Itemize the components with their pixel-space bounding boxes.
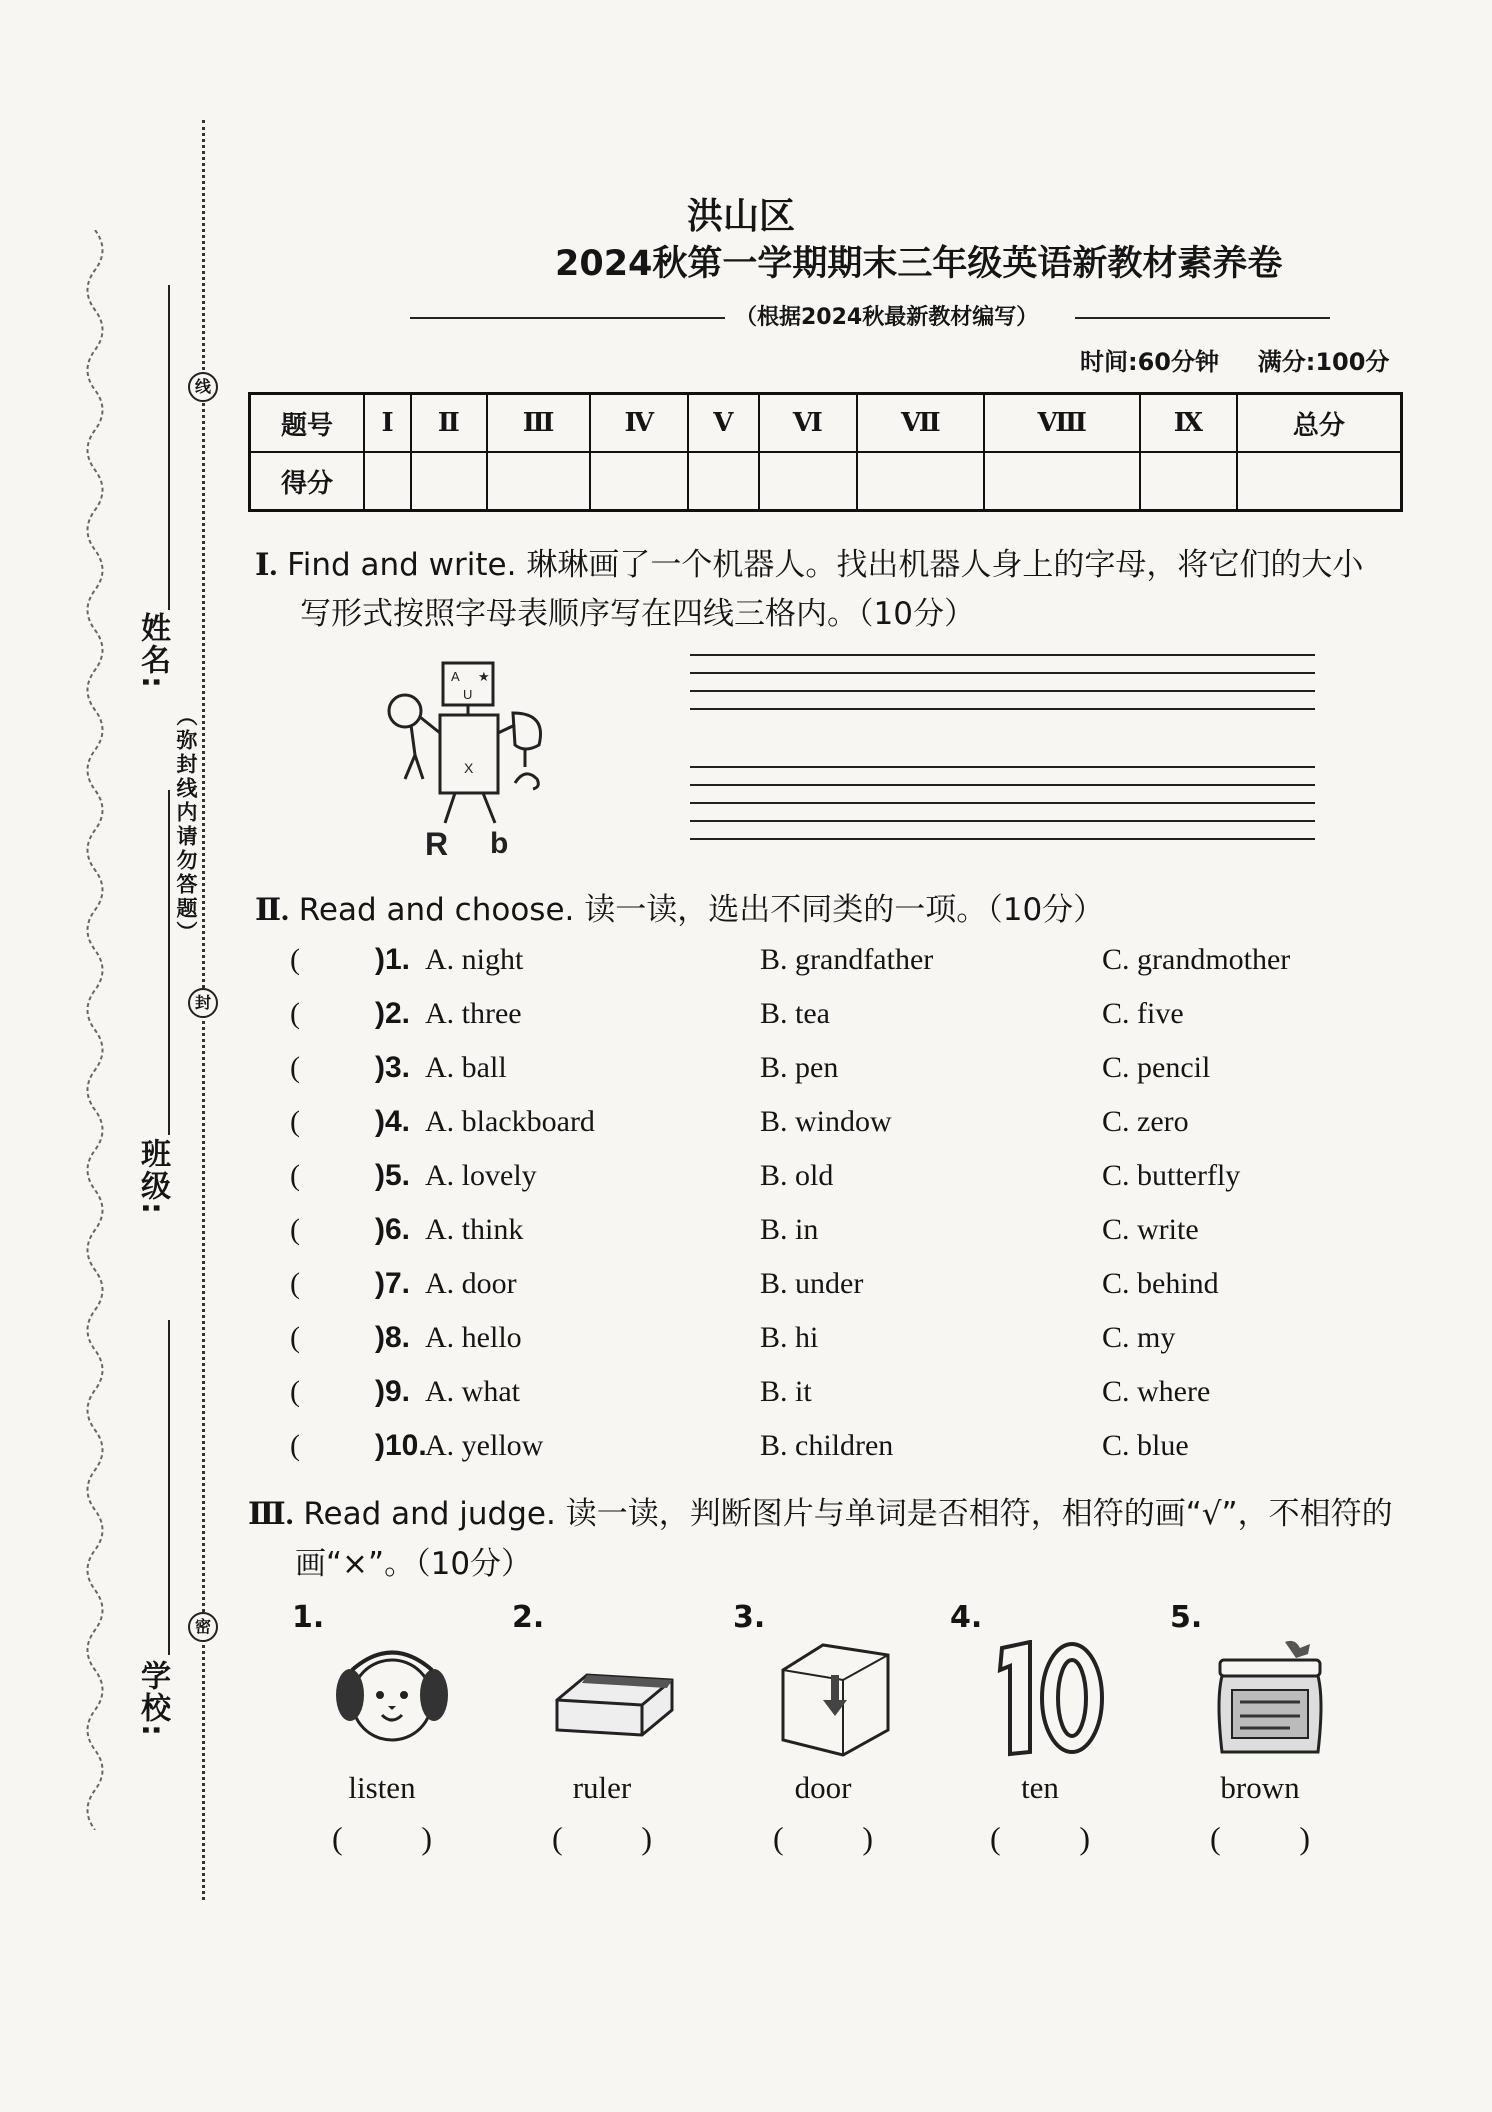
question-number: )5. [375,1159,411,1192]
question-row [290,1321,1390,1371]
option-a: A. blackboard [425,1105,595,1138]
score-table [248,392,1403,512]
robot-letter-b: b [490,827,509,860]
question-row [290,1267,1390,1317]
option-c: C. write [1102,1213,1199,1246]
section1-numeral: Ⅰ. [255,547,278,582]
col-3: Ⅲ [487,394,591,453]
score-cell[interactable] [857,452,984,511]
school-line[interactable] [168,1320,170,1655]
answer-blank[interactable]: ( [290,1375,300,1408]
answer-blank[interactable]: ( [290,1105,300,1138]
seal-mark-bottom: 密 [188,1612,218,1642]
total-label: 总分 [1237,394,1402,453]
robot-letter-x: X [464,760,474,776]
judge-answer-blank[interactable]: ( ) [552,1820,652,1856]
section3-heading [248,1490,1393,1538]
subtitle-row [410,296,1330,336]
option-a: A. ball [425,1051,507,1084]
item-word: door [794,1770,852,1805]
option-a: A. think [425,1213,524,1246]
option-c: C. behind [1102,1267,1219,1300]
option-b: B. old [760,1159,834,1192]
option-c: C. my [1102,1321,1176,1354]
option-a: A. hello [425,1321,522,1354]
item-number: 2. [512,1600,545,1635]
section2-heading-text: Read and choose. 读一读，选出不同类的一项。（10分） [298,892,1105,928]
option-b: B. window [760,1105,892,1138]
question-number: )8. [375,1321,411,1354]
judge-answer-blank[interactable]: ( ) [332,1820,432,1856]
question-row [290,1105,1390,1155]
time-info [1080,342,1389,377]
judge-item-3 [733,1600,913,1860]
jar-icon [1200,1640,1340,1760]
seal-note: （弥封线内请勿答题） [174,705,198,945]
district-title: 洪山区 [686,196,795,237]
question-row [290,1159,1390,1209]
question-number: )9. [375,1375,411,1408]
section1-heading [255,541,1363,589]
question-row [290,1429,1390,1479]
headphones-lion-icon [322,1640,462,1760]
option-a: A. three [425,997,522,1030]
question-number: )6. [375,1213,411,1246]
question-number: )7. [375,1267,411,1300]
robot-letter-r: R [425,826,449,862]
exam-title: 2024秋第一学期期末三年级英语新教材素养卷 [555,244,1283,284]
section1-line2: 写形式按照字母表顺序写在四线三格内。（10分） [300,596,975,632]
score-cell[interactable] [984,452,1140,511]
question-number: )4. [375,1105,411,1138]
robot-letter-a: A [451,669,460,684]
judge-answer-blank[interactable]: ( ) [773,1820,873,1856]
col-7: Ⅶ [857,394,984,453]
option-c: C. blue [1102,1429,1189,1462]
question-row [290,1375,1390,1425]
col-9: Ⅸ [1140,394,1237,453]
judge-item-4 [950,1600,1130,1860]
robot-letter-u: U [463,687,473,702]
section1-line1: Find and write. 琳琳画了一个机器人。找出机器人身上的字母，将它们的大小 [287,547,1364,583]
item-number: 5. [1170,1600,1203,1635]
question-number: )10. [375,1429,427,1462]
full-score: 满分:100分 [1257,348,1390,376]
answer-blank[interactable]: ( [290,1267,300,1300]
seal-mark-mid: 封 [188,988,218,1018]
option-b: B. children [760,1429,894,1462]
name-label: 姓名: [135,612,170,690]
item-word: brown [1220,1770,1300,1805]
item-word: ruler [572,1770,632,1805]
score-cell[interactable] [590,452,688,511]
option-a: A. what [425,1375,520,1408]
item-word: listen [348,1770,416,1805]
score-cell[interactable] [1140,452,1237,511]
option-c: C. grandmother [1102,943,1291,976]
option-b: B. hi [760,1321,819,1354]
option-b: B. in [760,1213,819,1246]
col-1: Ⅰ [364,394,411,453]
option-a: A. yellow [425,1429,544,1462]
option-b: B. pen [760,1051,839,1084]
binding-margin [0,0,215,2112]
answer-blank[interactable]: ( [290,1321,300,1354]
option-b: B. tea [760,997,830,1030]
option-a: A. night [425,943,524,976]
score-cell[interactable] [688,452,758,511]
question-row [290,1213,1390,1263]
box-arrow-icon [763,1640,903,1760]
answer-blank[interactable]: ( [290,997,300,1030]
section2-heading [255,886,1104,934]
subtitle-rule-left [410,317,725,319]
class-line[interactable] [168,790,170,1135]
judge-item-5 [1170,1600,1350,1860]
score-value-row [250,452,1402,511]
score-cell[interactable] [1237,452,1402,511]
judge-answer-blank[interactable]: ( ) [1210,1820,1310,1856]
score-header-row [250,394,1402,453]
option-b: B. under [760,1267,864,1300]
section3-line1: Read and judge. 读一读，判断图片与单词是否相符，相符的画“√”，不相符的 [303,1496,1393,1532]
torn-edge-decoration [70,230,120,1830]
score-label: 得分 [250,452,365,511]
item-number: 1. [292,1600,325,1635]
option-c: C. pencil [1102,1051,1211,1084]
question-number: )1. [375,943,411,976]
col-5: Ⅴ [688,394,758,453]
section3-line2: 画“×”。（10分） [295,1546,533,1582]
section2-numeral: Ⅱ. [255,892,289,927]
option-b: B. it [760,1375,812,1408]
question-row [290,1051,1390,1101]
score-cell[interactable] [364,452,411,511]
class-label: 班级: [135,1138,170,1216]
score-cell[interactable] [487,452,591,511]
answer-blank[interactable]: ( [290,1429,300,1462]
option-c: C. zero [1102,1105,1189,1138]
question-number-label: 题号 [250,394,365,453]
option-b: B. grandfather [760,943,934,976]
item-word: ten [1021,1770,1059,1805]
answer-blank[interactable]: ( [290,943,300,976]
svg-text:★: ★ [478,670,490,685]
item-number: 3. [733,1600,766,1635]
question-row [290,997,1390,1047]
option-a: A. lovely [425,1159,537,1192]
col-2: Ⅱ [411,394,486,453]
eraser-icon [542,1640,682,1760]
option-c: C. five [1102,997,1184,1030]
four-line-grid[interactable] [690,654,1315,854]
number-ten-icon [980,1640,1120,1760]
subtitle-rule-right [1075,317,1330,319]
option-c: C. where [1102,1375,1211,1408]
name-line[interactable] [168,285,170,610]
col-8: Ⅷ [984,394,1140,453]
item-number: 4. [950,1600,983,1635]
judge-item-1 [292,1600,472,1860]
question-number: )2. [375,997,411,1030]
robot-icon [375,655,575,865]
answer-blank[interactable]: ( [290,1213,300,1246]
score-cell[interactable] [759,452,858,511]
school-label: 学校: [135,1660,170,1738]
question-number: )3. [375,1051,411,1084]
subtitle: （根据2024秋最新教材编写） [735,305,1039,330]
seal-mark-top: 线 [188,372,218,402]
option-a: A. door [425,1267,517,1300]
option-c: C. butterfly [1102,1159,1241,1192]
col-6: Ⅵ [759,394,858,453]
score-cell[interactable] [411,452,486,511]
answer-blank[interactable]: ( [290,1159,300,1192]
section3-numeral: Ⅲ. [248,1496,294,1531]
judge-item-2 [512,1600,692,1860]
answer-blank[interactable]: ( [290,1051,300,1084]
judge-answer-blank[interactable]: ( ) [990,1820,1090,1856]
question-row [290,943,1390,993]
time-limit: 时间:60分钟 [1080,348,1219,376]
col-4: Ⅳ [590,394,688,453]
